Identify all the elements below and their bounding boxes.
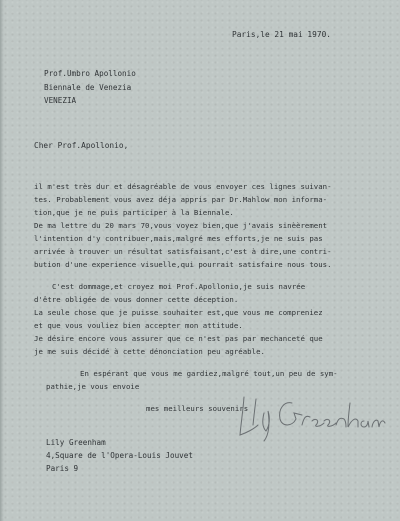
body-line: tion,que je ne puis participer à la Biennale. xyxy=(34,208,234,217)
body-line: De ma lettre du 20 mars 70,vous voyez bien,que j'avais sinèèrement xyxy=(34,221,328,230)
body-line: et que vous vouliez bien accepter mon attitude. xyxy=(34,321,243,330)
body-line: bution d'une experience visuelle,qui pourrait satisfaire nous tous. xyxy=(34,260,332,269)
closing-regards: mes meilleurs souvenirs xyxy=(146,404,249,413)
recipient-city: VENEZIA xyxy=(44,96,77,105)
recipient-name: Prof.Umbro Apollonio xyxy=(44,69,136,78)
sender-name: Lily Greenham xyxy=(46,438,106,447)
body-line: tes. Probablement vous avez déja appris par Dr.Mahlow mon informa- xyxy=(34,195,328,204)
handwritten-signature xyxy=(236,391,386,443)
body-line: arrivée à trouver un résultat satisfaisant,c'est à dire,une contri- xyxy=(34,247,332,256)
body-line: je me suis décidé à cette dénonciation peu agréable. xyxy=(34,347,265,356)
closing-line: En espérant que vous me gardiez,malgré tout,un peu de sym- xyxy=(80,369,338,378)
recipient-organization: Biennale de Venezia xyxy=(44,83,132,92)
sender-city: Paris 9 xyxy=(46,464,79,473)
body-line: d'être obligée de vous donner cette déception. xyxy=(34,295,239,304)
sender-address: 4,Square de l'Opera-Louis Jouvet xyxy=(46,451,193,460)
body-line: il m'est très dur et désagréable de vous envoyer ces lignes suivan- xyxy=(34,182,332,191)
body-line: Je désire encore vous assurer que ce n'est pas par mechanceté que xyxy=(34,334,323,343)
body-line: La seule chose que je puisse souhaiter est,que vous me compreniez xyxy=(34,308,323,317)
letter-greeting: Cher Prof.Apollonio, xyxy=(34,141,129,150)
body-line: C'est dommage,et croyez moi Prof.Apollonio,je suis navrée xyxy=(52,282,306,291)
page-edge-shadow xyxy=(0,0,4,521)
closing-line: pathie,je vous envoie xyxy=(46,382,140,391)
letter-date: Paris,le 21 mai 1970. xyxy=(232,30,331,39)
body-line: l'intention d'y contribuer,mais,malgré mes efforts,je ne suis pas xyxy=(34,234,323,243)
